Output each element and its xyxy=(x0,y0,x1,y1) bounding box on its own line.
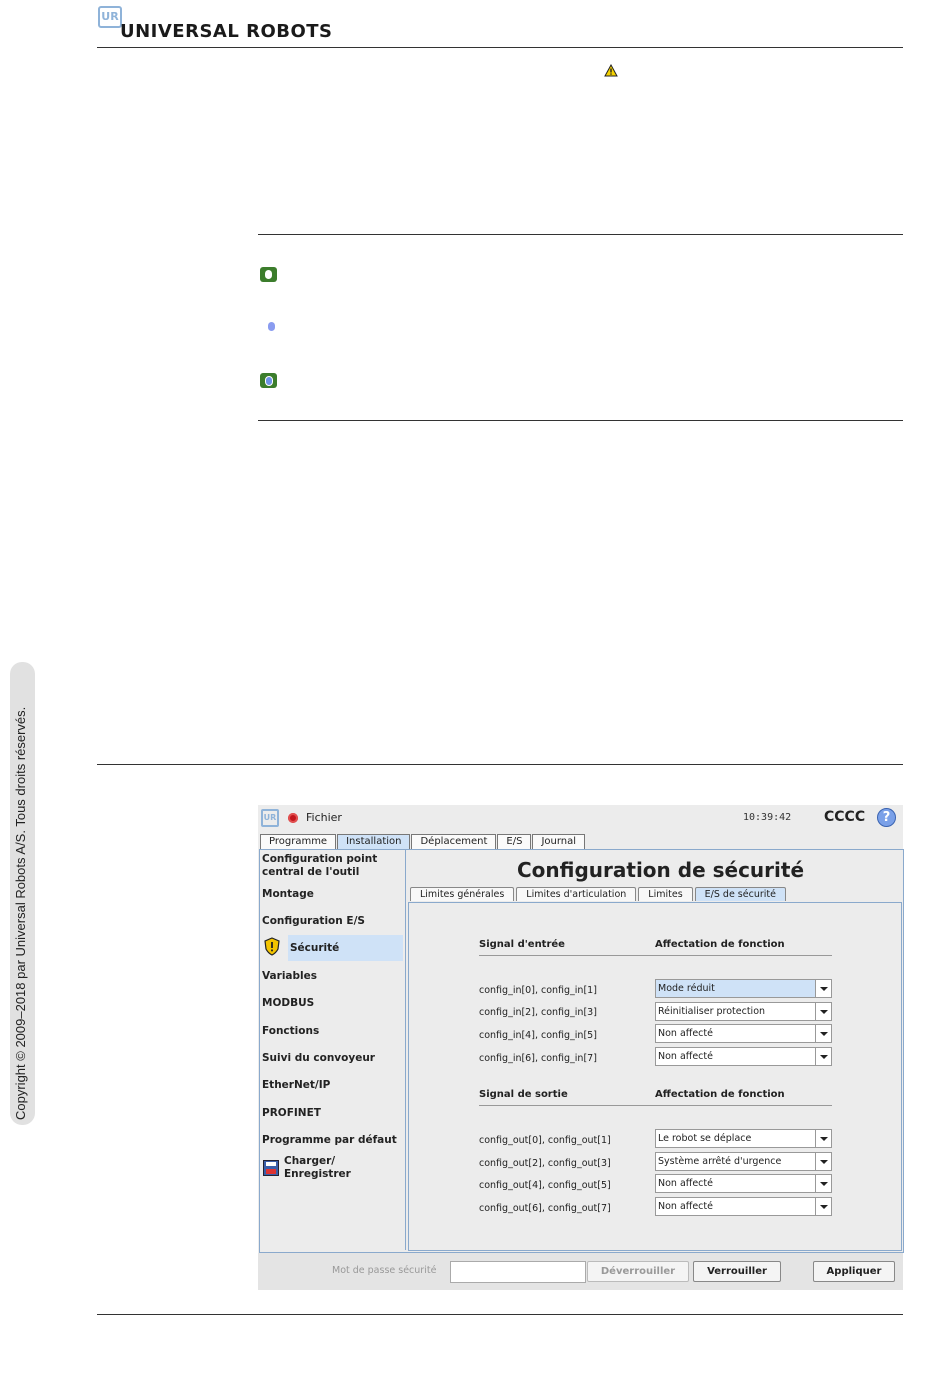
safety-io-panel xyxy=(408,902,902,1251)
safety-password-input[interactable] xyxy=(450,1261,586,1283)
input-function-select[interactable] xyxy=(655,979,832,998)
select-value: Mode réduit xyxy=(658,983,715,994)
help-icon[interactable]: ? xyxy=(877,808,896,827)
nav-tcp[interactable]: Configuration point central de l'outil xyxy=(262,853,378,878)
input-function-select[interactable] xyxy=(655,1047,832,1066)
subtab-joint-limits[interactable]: Limites d'articulation xyxy=(516,887,636,901)
nav-conveyor[interactable]: Suivi du convoyeur xyxy=(262,1052,375,1064)
clock: 10:39:42 xyxy=(743,812,792,823)
nav-io-setup[interactable]: Configuration E/S xyxy=(262,915,365,927)
installation-content xyxy=(259,849,904,1253)
main-tabs xyxy=(260,834,586,849)
floppy-disk-icon xyxy=(263,1160,279,1176)
safety-subtabs xyxy=(410,887,788,901)
nav-securite[interactable]: Sécurité xyxy=(290,942,340,954)
blue-dot-icon xyxy=(268,322,275,331)
safety-config-area xyxy=(407,850,902,1250)
chevron-down-icon[interactable] xyxy=(815,1175,831,1192)
file-menu[interactable]: Fichier xyxy=(306,811,342,824)
safety-shield-warning-icon xyxy=(263,937,281,956)
chevron-down-icon[interactable] xyxy=(815,1153,831,1170)
chevron-down-icon[interactable] xyxy=(815,1025,831,1042)
output-function-select[interactable] xyxy=(655,1129,832,1148)
green-toggle-white-dot-icon xyxy=(260,267,277,282)
output-signal-label: config_out[4], config_out[5] xyxy=(479,1180,611,1191)
input-signal-label: config_in[2], config_in[3] xyxy=(479,1007,597,1018)
output-function-select[interactable] xyxy=(655,1174,832,1193)
tab-programme[interactable]: Programme xyxy=(260,834,336,849)
nav-montage[interactable]: Montage xyxy=(262,888,314,900)
nav-profinet[interactable]: PROFINET xyxy=(262,1107,321,1119)
tab-deplacement[interactable]: Déplacement xyxy=(411,834,496,849)
bottom-bar xyxy=(258,1253,903,1290)
top-bar xyxy=(258,805,903,833)
select-value: Système arrêté d'urgence xyxy=(658,1156,782,1167)
footer-rule xyxy=(97,1314,903,1315)
lock-button[interactable]: Verrouiller xyxy=(693,1261,781,1282)
output-function-select[interactable] xyxy=(655,1152,832,1171)
input-header-separator xyxy=(479,955,832,956)
header-rule xyxy=(97,47,903,48)
chevron-down-icon[interactable] xyxy=(815,980,831,997)
unlock-button[interactable]: Déverrouiller xyxy=(587,1261,689,1282)
input-signal-label: config_in[0], config_in[1] xyxy=(479,985,597,996)
apply-button[interactable]: Appliquer xyxy=(813,1261,895,1282)
output-function-select[interactable] xyxy=(655,1197,832,1216)
subtab-general-limits[interactable]: Limites générales xyxy=(410,887,514,901)
select-value: Non affecté xyxy=(658,1178,713,1189)
chevron-down-icon[interactable] xyxy=(815,1003,831,1020)
tab-journal[interactable]: Journal xyxy=(532,834,585,849)
nav-variables[interactable]: Variables xyxy=(262,970,317,982)
output-header-separator xyxy=(479,1105,832,1106)
robot-name: CCCC xyxy=(824,809,866,825)
output-signal-label: config_out[6], config_out[7] xyxy=(479,1203,611,1214)
page-title: Configuration de sécurité xyxy=(517,858,805,882)
nav-ethernet-ip[interactable]: EtherNet/IP xyxy=(262,1079,331,1091)
input-function-select[interactable] xyxy=(655,1024,832,1043)
legend-top-rule xyxy=(258,234,903,235)
output-signal-header: Signal de sortie xyxy=(479,1089,568,1100)
legend-bottom-rule xyxy=(258,420,903,421)
input-signal-header: Signal d'entrée xyxy=(479,939,565,950)
input-function-select[interactable] xyxy=(655,1002,832,1021)
section-rule xyxy=(97,764,903,765)
green-toggle-blue-dot-icon xyxy=(260,373,277,388)
nav-fonctions[interactable]: Fonctions xyxy=(262,1025,320,1037)
output-function-header: Affectation de fonction xyxy=(655,1089,785,1100)
brand-name: UNIVERSAL ROBOTS xyxy=(120,21,333,42)
select-value: Non affecté xyxy=(658,1201,713,1212)
select-value: Non affecté xyxy=(658,1051,713,1062)
subtab-boundaries[interactable]: Limites xyxy=(638,887,692,901)
select-value: Le robot se déplace xyxy=(658,1133,752,1144)
nav-modbus[interactable]: MODBUS xyxy=(262,997,315,1009)
nav-load-save[interactable]: Charger/ Enregistrer xyxy=(284,1155,351,1180)
status-record-icon xyxy=(288,813,298,823)
output-signal-label: config_out[2], config_out[3] xyxy=(479,1158,611,1169)
chevron-down-icon[interactable] xyxy=(815,1048,831,1065)
select-value: Non affecté xyxy=(658,1028,713,1039)
input-signal-label: config_in[6], config_in[7] xyxy=(479,1053,597,1064)
ur-logo-mark: UR xyxy=(98,6,122,28)
copyright-text: Copyright © 2009–2018 par Universal Robots A/S. Tous droits réservés. xyxy=(13,706,28,1120)
tab-es[interactable]: E/S xyxy=(497,834,531,849)
select-value: Réinitialiser protection xyxy=(658,1006,766,1017)
ur-app-logo: UR xyxy=(261,809,279,827)
chevron-down-icon[interactable] xyxy=(815,1130,831,1147)
password-label: Mot de passe sécurité xyxy=(332,1265,437,1276)
installation-nav xyxy=(260,850,406,1250)
warning-triangle-icon xyxy=(604,64,618,77)
subtab-safety-io[interactable]: E/S de sécurité xyxy=(695,887,786,901)
chevron-down-icon[interactable] xyxy=(815,1198,831,1215)
output-signal-label: config_out[0], config_out[1] xyxy=(479,1135,611,1146)
polyscope-screenshot xyxy=(258,805,903,1290)
tab-installation[interactable]: Installation xyxy=(337,834,410,849)
input-signal-label: config_in[4], config_in[5] xyxy=(479,1030,597,1041)
nav-default-program[interactable]: Programme par défaut xyxy=(262,1134,397,1146)
input-function-header: Affectation de fonction xyxy=(655,939,785,950)
